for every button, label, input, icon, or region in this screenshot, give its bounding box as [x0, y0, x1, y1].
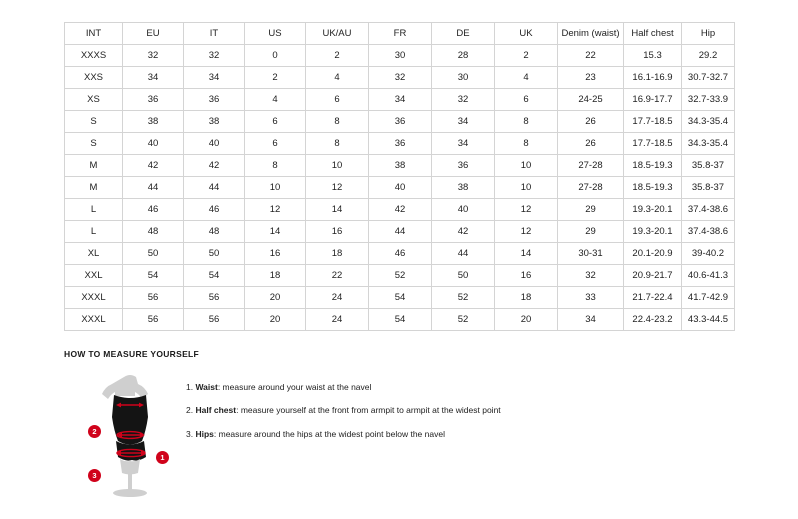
- cell: 34: [432, 111, 495, 133]
- table-row: [65, 133, 735, 155]
- cell: 56: [123, 309, 184, 331]
- cell: 30: [432, 67, 495, 89]
- cell: 48: [123, 221, 184, 243]
- cell: 38: [432, 177, 495, 199]
- column-header: DE: [432, 23, 495, 45]
- cell: 44: [123, 177, 184, 199]
- cell: S: [65, 133, 123, 155]
- cell: 40: [123, 133, 184, 155]
- cell: 52: [369, 265, 432, 287]
- table-row: [65, 155, 735, 177]
- cell: 8: [306, 133, 369, 155]
- table-row: [65, 45, 735, 67]
- cell: 10: [495, 177, 558, 199]
- cell: XXXS: [65, 45, 123, 67]
- cell: 16: [306, 221, 369, 243]
- cell: 27-28: [558, 155, 624, 177]
- cell: 17.7-18.5: [624, 111, 682, 133]
- cell: 44: [369, 221, 432, 243]
- cell: 46: [369, 243, 432, 265]
- cell: 6: [245, 133, 306, 155]
- cell: 46: [123, 199, 184, 221]
- step-text: : measure around your waist at the navel: [217, 382, 372, 392]
- step-term: Waist: [195, 382, 218, 392]
- cell: 54: [123, 265, 184, 287]
- cell: 50: [432, 265, 495, 287]
- cell: 20: [245, 287, 306, 309]
- column-header: Hip: [682, 23, 735, 45]
- cell: 28: [432, 45, 495, 67]
- cell: 23: [558, 67, 624, 89]
- measure-step-hips: [186, 430, 501, 439]
- step-term: Hips: [195, 428, 214, 439]
- column-header: UK/AU: [306, 23, 369, 45]
- cell: 42: [369, 199, 432, 221]
- cell: 40: [184, 133, 245, 155]
- cell: 2: [245, 67, 306, 89]
- cell: 10: [306, 155, 369, 177]
- cell: 32: [123, 45, 184, 67]
- cell: 2: [306, 45, 369, 67]
- cell: 34: [369, 89, 432, 111]
- cell: 39-40.2: [682, 243, 735, 265]
- cell: 4: [306, 67, 369, 89]
- cell: 12: [245, 199, 306, 221]
- cell: 18.5-19.3: [624, 177, 682, 199]
- step-term: Half chest: [195, 405, 237, 416]
- column-header: EU: [123, 23, 184, 45]
- cell: 14: [495, 243, 558, 265]
- cell: 34.3-35.4: [682, 133, 735, 155]
- cell: XXS: [65, 67, 123, 89]
- step-number: 2.: [186, 405, 194, 416]
- cell: XS: [65, 89, 123, 111]
- step-text: : measure around the hips at the widest point below the navel: [213, 428, 445, 439]
- cell: 30-31: [558, 243, 624, 265]
- cell: 52: [432, 309, 495, 331]
- cell: S: [65, 111, 123, 133]
- cell: 54: [369, 309, 432, 331]
- cell: 48: [184, 221, 245, 243]
- cell: 18.5-19.3: [624, 155, 682, 177]
- table-row: [65, 265, 735, 287]
- cell: 37.4-38.6: [682, 199, 735, 221]
- cell: 38: [123, 111, 184, 133]
- cell: 26: [558, 111, 624, 133]
- cell: 30: [369, 45, 432, 67]
- cell: 8: [306, 111, 369, 133]
- measure-steps-list: [186, 373, 501, 453]
- table-row: [65, 177, 735, 199]
- cell: 18: [495, 287, 558, 309]
- cell: 16.1-16.9: [624, 67, 682, 89]
- column-header: UK: [495, 23, 558, 45]
- cell: 35.8-37: [682, 177, 735, 199]
- size-chart-table: [64, 22, 735, 331]
- cell: 33: [558, 287, 624, 309]
- cell: M: [65, 155, 123, 177]
- cell: 24-25: [558, 89, 624, 111]
- cell: 34: [123, 67, 184, 89]
- cell: 56: [123, 287, 184, 309]
- cell: XXXL: [65, 287, 123, 309]
- cell: 43.3-44.5: [682, 309, 735, 331]
- cell: 26: [558, 133, 624, 155]
- cell: 54: [369, 287, 432, 309]
- cell: 22: [306, 265, 369, 287]
- cell: 38: [369, 155, 432, 177]
- cell: 42: [432, 221, 495, 243]
- cell: 56: [184, 287, 245, 309]
- how-to-measure-title: HOW TO MEASURE YOURSELF: [64, 349, 200, 359]
- cell: 20.1-20.9: [624, 243, 682, 265]
- cell: 41.7-42.9: [682, 287, 735, 309]
- cell: 29: [558, 199, 624, 221]
- cell: 12: [495, 199, 558, 221]
- cell: 27-28: [558, 177, 624, 199]
- cell: 19.3-20.1: [624, 221, 682, 243]
- cell: 12: [306, 177, 369, 199]
- cell: 50: [184, 243, 245, 265]
- mannequin-illustration: [94, 373, 166, 498]
- column-header: Denim (waist): [558, 23, 624, 45]
- cell: 16: [495, 265, 558, 287]
- cell: 44: [432, 243, 495, 265]
- cell: 34: [558, 309, 624, 331]
- how-to-measure-body: [64, 373, 764, 503]
- cell: 6: [495, 89, 558, 111]
- cell: 44: [184, 177, 245, 199]
- step-text: : measure yourself at the front from armpit to armpit at the widest point: [236, 405, 501, 416]
- cell: M: [65, 177, 123, 199]
- cell: 36: [369, 111, 432, 133]
- figure-badge-waist: 1: [156, 451, 169, 464]
- cell: 40: [369, 177, 432, 199]
- measure-step-waist: [186, 383, 501, 392]
- column-header: US: [245, 23, 306, 45]
- cell: 22.4-23.2: [624, 309, 682, 331]
- cell: 10: [495, 155, 558, 177]
- cell: 30.7-32.7: [682, 67, 735, 89]
- cell: 32: [432, 89, 495, 111]
- cell: 29: [558, 221, 624, 243]
- table-row: [65, 309, 735, 331]
- cell: XL: [65, 243, 123, 265]
- cell: 24: [306, 309, 369, 331]
- cell: L: [65, 199, 123, 221]
- column-header: FR: [369, 23, 432, 45]
- table-row: [65, 243, 735, 265]
- step-number: 1.: [186, 382, 194, 392]
- cell: 42: [184, 155, 245, 177]
- table-row: [65, 67, 735, 89]
- cell: 14: [245, 221, 306, 243]
- cell: 52: [432, 287, 495, 309]
- cell: 18: [245, 265, 306, 287]
- cell: 19.3-20.1: [624, 199, 682, 221]
- cell: 18: [306, 243, 369, 265]
- cell: 4: [495, 67, 558, 89]
- cell: 32.7-33.9: [682, 89, 735, 111]
- cell: 14: [306, 199, 369, 221]
- cell: 24: [306, 287, 369, 309]
- cell: 42: [123, 155, 184, 177]
- cell: 32: [369, 67, 432, 89]
- cell: 32: [184, 45, 245, 67]
- cell: 20: [245, 309, 306, 331]
- table-row: [65, 111, 735, 133]
- table-header-row: [65, 23, 735, 45]
- cell: 36: [369, 133, 432, 155]
- cell: 0: [245, 45, 306, 67]
- table-row: [65, 221, 735, 243]
- cell: 40.6-41.3: [682, 265, 735, 287]
- cell: 38: [184, 111, 245, 133]
- cell: 32: [558, 265, 624, 287]
- cell: 34.3-35.4: [682, 111, 735, 133]
- cell: 21.7-22.4: [624, 287, 682, 309]
- column-header: IT: [184, 23, 245, 45]
- figure-badge-hips: 3: [88, 469, 101, 482]
- cell: 20: [495, 309, 558, 331]
- cell: 6: [245, 111, 306, 133]
- cell: 22: [558, 45, 624, 67]
- cell: 36: [123, 89, 184, 111]
- cell: 15.3: [624, 45, 682, 67]
- cell: 6: [306, 89, 369, 111]
- cell: 16: [245, 243, 306, 265]
- cell: 8: [495, 133, 558, 155]
- cell: 40: [432, 199, 495, 221]
- column-header: Half chest: [624, 23, 682, 45]
- table-row: [65, 199, 735, 221]
- cell: 56: [184, 309, 245, 331]
- cell: 36: [432, 155, 495, 177]
- cell: 12: [495, 221, 558, 243]
- cell: 54: [184, 265, 245, 287]
- cell: 17.7-18.5: [624, 133, 682, 155]
- cell: 29.2: [682, 45, 735, 67]
- cell: XXXL: [65, 309, 123, 331]
- cell: 2: [495, 45, 558, 67]
- cell: XXL: [65, 265, 123, 287]
- measure-step-half-chest: [186, 406, 501, 415]
- column-header: INT: [65, 23, 123, 45]
- cell: 46: [184, 199, 245, 221]
- how-to-measure-section: [64, 349, 764, 503]
- cell: L: [65, 221, 123, 243]
- table-row: [65, 89, 735, 111]
- cell: 37.4-38.6: [682, 221, 735, 243]
- cell: 34: [432, 133, 495, 155]
- step-number: 3.: [186, 428, 194, 439]
- cell: 8: [245, 155, 306, 177]
- cell: 4: [245, 89, 306, 111]
- cell: 36: [184, 89, 245, 111]
- cell: 50: [123, 243, 184, 265]
- mannequin-figure: [64, 373, 174, 503]
- cell: 8: [495, 111, 558, 133]
- cell: 10: [245, 177, 306, 199]
- cell: 16.9-17.7: [624, 89, 682, 111]
- cell: 35.8-37: [682, 155, 735, 177]
- cell: 20.9-21.7: [624, 265, 682, 287]
- cell: 34: [184, 67, 245, 89]
- figure-badge-half-chest: 2: [88, 425, 101, 438]
- table-row: [65, 287, 735, 309]
- size-chart-section: [64, 22, 734, 331]
